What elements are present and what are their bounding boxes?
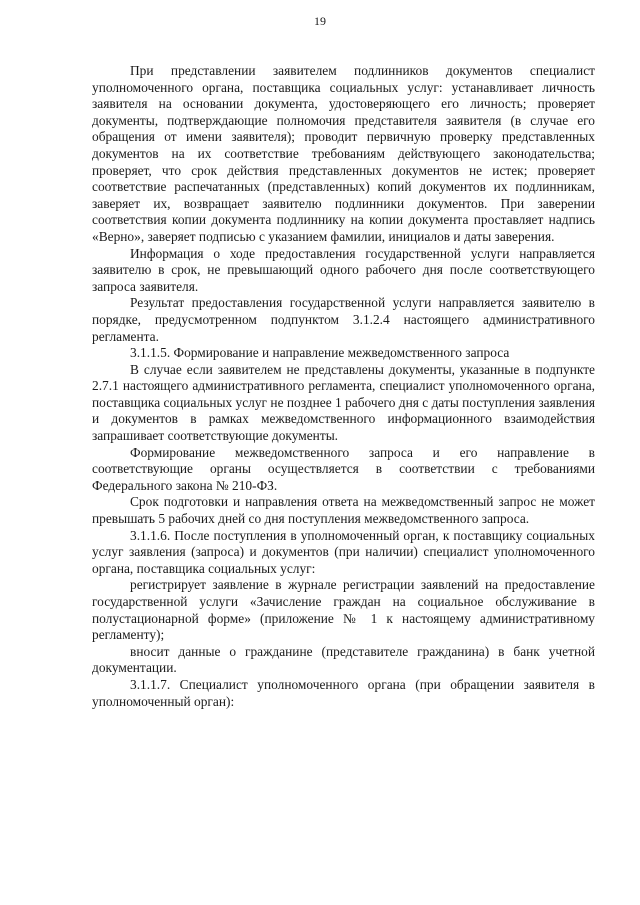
paragraph-request-formation: Формирование межведомственного запроса и его направление в соответствующие органы осуществляется в соответствии с требованиями Федерального закона № 210-ФЗ. <box>92 444 595 493</box>
section-3-1-1-6: 3.1.1.6. После поступления в уполномоченный орган, к поставщику социальных услуг заявления (запроса) и документов (при наличии) специалист уполномоченного органа, поставщика социальных услуг: <box>92 527 595 576</box>
paragraph-response-deadline: Срок подготовки и направления ответа на межведомственный запрос не может превышать 5 рабочих дней со дня поступления межведомственного запроса. <box>92 494 595 527</box>
paragraph-registration: регистрирует заявление в журнале регистрации заявлений на предоставление государственной услуги «Зачисление граждан на социальное обслуживание в полустационарной форме» (приложение № 1 к настоящему административному регламенту); <box>92 577 595 643</box>
document-body <box>92 63 595 710</box>
paragraph-missing-documents: В случае если заявителем не представлены документы, указанные в подпункте 2.7.1 настоящего административного регламента, специалист уполномоченного органа, поставщика социальных услуг не позднее 1 рабочего дня с даты поступления заявления и документов в рамках межведомственного информационного взаимодействия запрашивает соответствующие документы. <box>92 361 595 444</box>
page-number: 19 <box>314 14 326 28</box>
paragraph-data-entry: вносит данные о гражданине (представителе гражданина) в банк учетной документации. <box>92 643 595 676</box>
section-heading-3-1-1-5: 3.1.1.5. Формирование и направление межведомственного запроса <box>130 345 510 361</box>
paragraph-result-delivery: Результат предоставления государственной услуги направляется заявителю в порядке, предусмотренном подпунктом 3.1.2.4 настоящего административного регламента. <box>92 295 595 344</box>
section-3-1-1-7: 3.1.1.7. Специалист уполномоченного органа (при обращении заявителя в уполномоченный орган): <box>92 676 595 709</box>
paragraph-progress-information: Информация о ходе предоставления государственной услуги направляется заявителю в срок, не превышающий одного рабочего дня после соответствующего запроса заявителя. <box>92 245 595 294</box>
paragraph-originals-verification: При представлении заявителем подлинников документов специалист уполномоченного органа, поставщика социальных услуг: устанавливает личность заявителя на основании документа, удостоверяющего его личность; проверяет документы, подтверждающие полномочия представителя заявителя (в случае его обращения от имени заявителя); проводит первичную проверку представленных документов на их соответствие требованиям действующего законодательства; проверяет, что срок действия представленных документов не истек; проверяет соответствие распечатанных (представленных) копий документов их подлинникам, заверяет их, возвращает заявителю подлинники документов. При заверении соответствия копии документа подлиннику на копии документа проставляет надпись «Верно», заверяет подписью с указанием фамилии, инициалов и даты заверения. <box>92 63 595 244</box>
